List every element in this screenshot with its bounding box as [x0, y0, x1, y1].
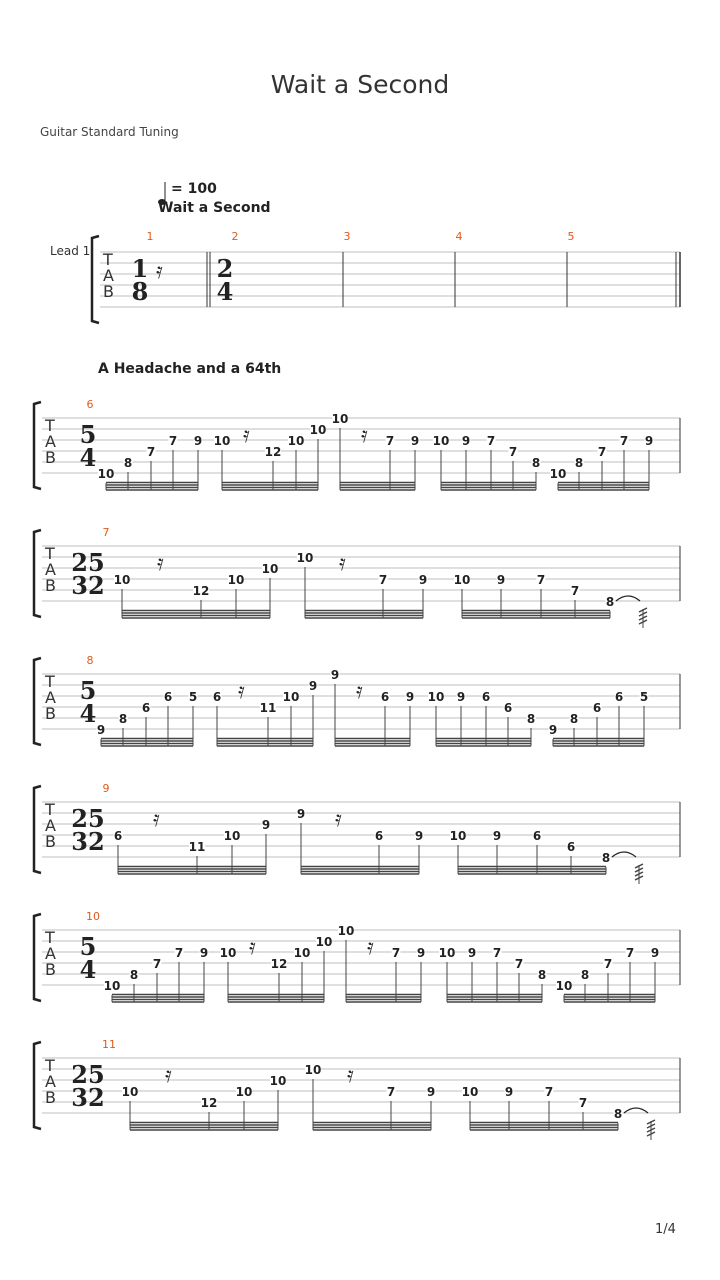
fret-number: 7 — [492, 946, 502, 960]
fret-number: 9 — [405, 690, 415, 704]
rest-symbol: 𝄿 — [361, 423, 368, 448]
fret-number: 10 — [269, 1074, 287, 1088]
tab-clef-letter: A — [45, 432, 56, 451]
fret-number: 9 — [296, 807, 306, 821]
fret-number: 5 — [188, 690, 198, 704]
fret-number: 7 — [625, 946, 635, 960]
fret-number: 8 — [613, 1107, 623, 1121]
track-name: Lead 1 — [50, 244, 91, 258]
fret-number: 10 — [337, 924, 355, 938]
time-signature-numerator: 2 — [216, 254, 234, 283]
measure-number: 3 — [343, 230, 351, 243]
tab-clef-letter: B — [103, 282, 114, 301]
song-title: Wait a Second — [270, 70, 450, 99]
section-heading: A Headache and a 64th — [98, 361, 282, 377]
tuning-label: Guitar Standard Tuning — [40, 125, 179, 139]
tab-clef-letter: B — [45, 832, 56, 851]
measure-number: 11 — [102, 1038, 116, 1051]
fret-number: 10 — [449, 829, 467, 843]
system-bracket — [34, 1042, 41, 1129]
tab-clef-letter: T — [45, 544, 55, 563]
tab-clef-letter: A — [45, 816, 56, 835]
fret-number: 12 — [264, 445, 282, 459]
fret-number: 8 — [574, 456, 584, 470]
fret-number: 6 — [481, 690, 491, 704]
fret-number: 9 — [456, 690, 466, 704]
fret-number: 9 — [504, 1085, 514, 1099]
fret-number: 8 — [526, 712, 536, 726]
fret-number: 10 — [287, 434, 305, 448]
fret-number: 6 — [374, 829, 384, 843]
time-signature-denominator: 4 — [79, 955, 97, 984]
fret-number: 10 — [453, 573, 471, 587]
fret-number: 6 — [532, 829, 542, 843]
tab-clef-letter: A — [45, 1072, 56, 1091]
fret-number: 6 — [163, 690, 173, 704]
measure-number: 9 — [102, 782, 110, 795]
fret-number: 9 — [414, 829, 424, 843]
rest-symbol: 𝄿 — [156, 259, 163, 284]
fret-number: 8 — [580, 968, 590, 982]
time-signature-numerator: 25 — [71, 804, 105, 833]
time-signature-numerator: 5 — [79, 932, 97, 961]
rest-symbol: 𝄿 — [367, 935, 374, 960]
fret-number: 9 — [548, 723, 558, 737]
fret-number: 9 — [96, 723, 106, 737]
fret-number: 8 — [531, 456, 541, 470]
fret-number: 10 — [293, 946, 311, 960]
system-bracket — [34, 914, 41, 1001]
tab-clef-letter: A — [45, 560, 56, 579]
fret-number: 9 — [650, 946, 660, 960]
fret-number: 12 — [200, 1096, 218, 1110]
fret-number: 10 — [121, 1085, 139, 1099]
fret-number: 7 — [544, 1085, 554, 1099]
rest-symbol: 𝄿 — [165, 1063, 172, 1088]
tab-clef-letter: A — [45, 688, 56, 707]
system-bracket — [34, 402, 41, 489]
fret-number: 10 — [555, 979, 573, 993]
time-signature-denominator: 4 — [79, 443, 97, 472]
fret-number: 6 — [141, 701, 151, 715]
fret-number: 10 — [432, 434, 450, 448]
fret-number: 10 — [235, 1085, 253, 1099]
tempo-marking: = 100 — [171, 181, 217, 197]
rest-symbol: 𝄿 — [153, 807, 160, 832]
tab-clef-letter: B — [45, 1088, 56, 1107]
fret-number: 10 — [296, 551, 314, 565]
fret-number: 9 — [261, 818, 271, 832]
time-signature-denominator: 8 — [131, 277, 149, 306]
time-signature-numerator: 1 — [131, 254, 149, 283]
fret-number: 7 — [391, 946, 401, 960]
tab-clef-letter: B — [45, 960, 56, 979]
fret-number: 9 — [492, 829, 502, 843]
fret-number: 7 — [570, 584, 580, 598]
fret-number: 9 — [193, 434, 203, 448]
fret-number: 7 — [486, 434, 496, 448]
time-signature-denominator: 32 — [71, 1083, 105, 1112]
section-marker: Wait a Second — [158, 200, 271, 216]
fret-number: 8 — [601, 851, 611, 865]
fret-number: 6 — [380, 690, 390, 704]
fret-number: 10 — [261, 562, 279, 576]
measure-number: 1 — [146, 230, 154, 243]
fret-number: 9 — [199, 946, 209, 960]
rest-symbol: 𝄿 — [238, 679, 245, 704]
fret-number: 7 — [603, 957, 613, 971]
fret-number: 10 — [213, 434, 231, 448]
tab-clef-letter: B — [45, 704, 56, 723]
fret-number: 8 — [537, 968, 547, 982]
tab-clef-letter: A — [45, 944, 56, 963]
tie-arc — [612, 852, 636, 857]
system-bracket — [92, 236, 99, 323]
fret-number: 7 — [508, 445, 518, 459]
page-number: 1/4 — [655, 1222, 676, 1237]
fret-number: 10 — [227, 573, 245, 587]
fret-number: 9 — [644, 434, 654, 448]
time-signature-numerator: 25 — [71, 548, 105, 577]
fret-number: 10 — [223, 829, 241, 843]
tie-arc — [624, 1108, 648, 1113]
fret-number: 8 — [123, 456, 133, 470]
fret-number: 6 — [566, 840, 576, 854]
fret-number: 10 — [304, 1063, 322, 1077]
measure-number: 5 — [567, 230, 575, 243]
fret-number: 6 — [212, 690, 222, 704]
time-signature-denominator: 4 — [216, 277, 234, 306]
fret-number: 10 — [461, 1085, 479, 1099]
measure-number: 7 — [102, 526, 110, 539]
system-bracket — [34, 658, 41, 745]
measure-number: 6 — [86, 398, 94, 411]
measure-number: 2 — [231, 230, 239, 243]
fret-number: 12 — [270, 957, 288, 971]
tie-arc — [616, 596, 640, 601]
tab-clef-letter: A — [103, 266, 114, 285]
tab-clef-letter: T — [45, 416, 55, 435]
fret-number: 7 — [378, 573, 388, 587]
fret-number: 9 — [467, 946, 477, 960]
fret-number: 10 — [549, 467, 567, 481]
tab-clef-letter: T — [45, 800, 55, 819]
fret-number: 9 — [426, 1085, 436, 1099]
rest-symbol: 𝄿 — [249, 935, 256, 960]
fret-number: 8 — [118, 712, 128, 726]
fret-number: 10 — [315, 935, 333, 949]
fret-number: 10 — [219, 946, 237, 960]
time-signature-numerator: 25 — [71, 1060, 105, 1089]
rest-symbol: 𝄿 — [356, 679, 363, 704]
fret-number: 12 — [192, 584, 210, 598]
fret-number: 6 — [503, 701, 513, 715]
fret-number: 5 — [639, 690, 649, 704]
fret-number: 8 — [129, 968, 139, 982]
time-signature-numerator: 5 — [79, 676, 97, 705]
measure-number: 10 — [86, 910, 100, 923]
fret-number: 8 — [569, 712, 579, 726]
fret-number: 10 — [97, 467, 115, 481]
time-signature-numerator: 5 — [79, 420, 97, 449]
fret-number: 7 — [385, 434, 395, 448]
fret-number: 6 — [592, 701, 602, 715]
tab-clef-letter: B — [45, 576, 56, 595]
fret-number: 9 — [418, 573, 428, 587]
measure-number: 8 — [86, 654, 94, 667]
rest-symbol: 𝄿 — [335, 807, 342, 832]
time-signature-denominator: 32 — [71, 571, 105, 600]
fret-number: 9 — [496, 573, 506, 587]
fret-number: 8 — [605, 595, 615, 609]
fret-number: 7 — [578, 1096, 588, 1110]
fret-number: 10 — [113, 573, 131, 587]
system-bracket — [34, 530, 41, 617]
fret-number: 7 — [174, 946, 184, 960]
fret-number: 9 — [461, 434, 471, 448]
fret-number: 10 — [282, 690, 300, 704]
fret-number: 9 — [330, 668, 340, 682]
fret-number: 7 — [152, 957, 162, 971]
tab-clef-letter: B — [45, 448, 56, 467]
fret-number: 7 — [146, 445, 156, 459]
fret-number: 10 — [438, 946, 456, 960]
fret-number: 6 — [614, 690, 624, 704]
tab-clef-letter: T — [45, 1056, 55, 1075]
fret-number: 11 — [259, 701, 277, 715]
fret-number: 7 — [168, 434, 178, 448]
time-signature-denominator: 32 — [71, 827, 105, 856]
fret-number: 11 — [188, 840, 206, 854]
rest-symbol: 𝄿 — [339, 551, 346, 576]
time-signature-denominator: 4 — [79, 699, 97, 728]
fret-number: 7 — [514, 957, 524, 971]
tab-clef-letter: T — [45, 672, 55, 691]
fret-number: 10 — [103, 979, 121, 993]
fret-number: 9 — [410, 434, 420, 448]
fret-number: 7 — [619, 434, 629, 448]
fret-number: 9 — [308, 679, 318, 693]
fret-number: 7 — [386, 1085, 396, 1099]
fret-number: 9 — [416, 946, 426, 960]
rest-symbol: 𝄿 — [157, 551, 164, 576]
tab-clef-letter: T — [103, 250, 113, 269]
measure-number: 4 — [455, 230, 463, 243]
tab-clef-letter: T — [45, 928, 55, 947]
fret-number: 10 — [309, 423, 327, 437]
rest-symbol: 𝄿 — [347, 1063, 354, 1088]
fret-number: 7 — [597, 445, 607, 459]
rest-symbol: 𝄿 — [243, 423, 250, 448]
fret-number: 6 — [113, 829, 123, 843]
system-bracket — [34, 786, 41, 873]
fret-number: 7 — [536, 573, 546, 587]
fret-number: 10 — [331, 412, 349, 426]
fret-number: 10 — [427, 690, 445, 704]
